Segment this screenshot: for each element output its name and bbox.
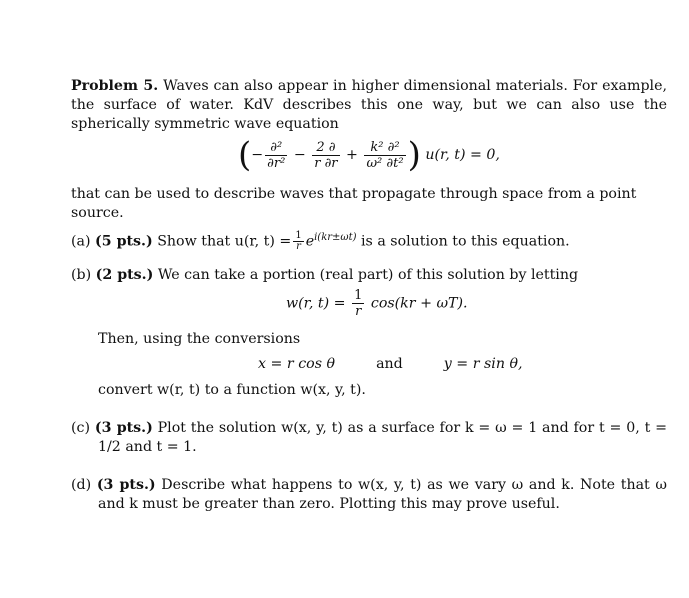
eq-plus: +: [346, 147, 358, 163]
part-b-equation: [286, 288, 468, 319]
part-d: [71, 476, 667, 514]
part-a-exp-base: e: [305, 233, 315, 250]
conversion-and: and: [376, 356, 403, 372]
part-b-conversions: [258, 355, 523, 374]
eq-minus: −: [293, 147, 306, 163]
part-b-label: (b): [71, 267, 92, 283]
part-a-label: (a): [71, 233, 91, 250]
eq-term1-fraction: $\frac{\text{∂²}}{\text{∂r²}}$: [267, 139, 286, 171]
eq-leading-minus: −: [251, 147, 264, 163]
part-b-points: (2 pts.): [95, 267, 154, 283]
problem-intro: [71, 77, 667, 134]
part-b-eq-rhs: cos(kr + ωT).: [370, 295, 468, 312]
eq-term2-fraction: $\frac{2 \partial}{r \partial r}$: [314, 139, 338, 171]
part-d-label: (d): [71, 477, 92, 493]
conversion-x: x = r cos θ: [258, 356, 336, 372]
part-b-eq-lhs: w(r, t) =: [286, 295, 346, 312]
eq-term3-fraction: $\frac{\text{k² ∂²}}{\text{ω² ∂t²}}$: [366, 139, 404, 171]
wave-equation: (− $\frac{\text{∂²}}{\text{∂r²}}$ − $\frac{2 \partial}{r \partial r}$ + $\frac{\text{k² ∂²}}{\text{ω² ∂t²}}$ ) u(r, t) = 0,: [238, 135, 500, 175]
eq-rhs: u(r, t) = 0,: [425, 147, 500, 163]
part-a-fraction: $\frac{1}{r}$: [295, 230, 302, 253]
part-b-text: We can take a portion (real part) of this solution by letting: [157, 267, 579, 283]
part-c-label: (c): [71, 420, 91, 436]
part-b-eq-fraction: $\frac{1}{r}$: [354, 288, 363, 319]
part-a-points: (5 pts.): [95, 233, 153, 250]
part-a-exponent: i(kr±ωt): [314, 232, 357, 243]
part-b-convert: convert w(r, t) to a function w(x, y, t).: [98, 382, 366, 398]
part-a-text-after: is a solution to this equation.: [361, 233, 570, 250]
part-b: [71, 266, 667, 285]
part-c-points: (3 pts.): [94, 420, 153, 436]
part-a-text-before: Show that u(r, t) =: [157, 233, 292, 250]
part-d-text: Describe what happens to w(x, y, t) as we vary ω and k. Note that ω and k must be greater than zero. Plotting this may prove useful.: [98, 477, 667, 512]
part-c-text: Plot the solution w(x, y, t) as a surface for k = ω = 1 and for t = 0, t = 1/2 and t = 1.: [98, 420, 667, 455]
part-a: [71, 228, 667, 252]
conversion-y: y = r sin θ,: [443, 356, 523, 372]
part-c: [71, 419, 667, 457]
after-equation-text: that can be used to describe waves that propagate through space from a point source.: [71, 186, 637, 221]
part-b-then: Then, using the conversions: [98, 331, 301, 347]
problem-label: Problem 5.: [71, 78, 159, 94]
problem-intro-text: Waves can also appear in higher dimensional materials. For example, the surface of water. KdV describes this one way, but we can also use the spherically symmetric wave equation: [71, 78, 667, 132]
part-d-points: (3 pts.): [96, 477, 156, 493]
